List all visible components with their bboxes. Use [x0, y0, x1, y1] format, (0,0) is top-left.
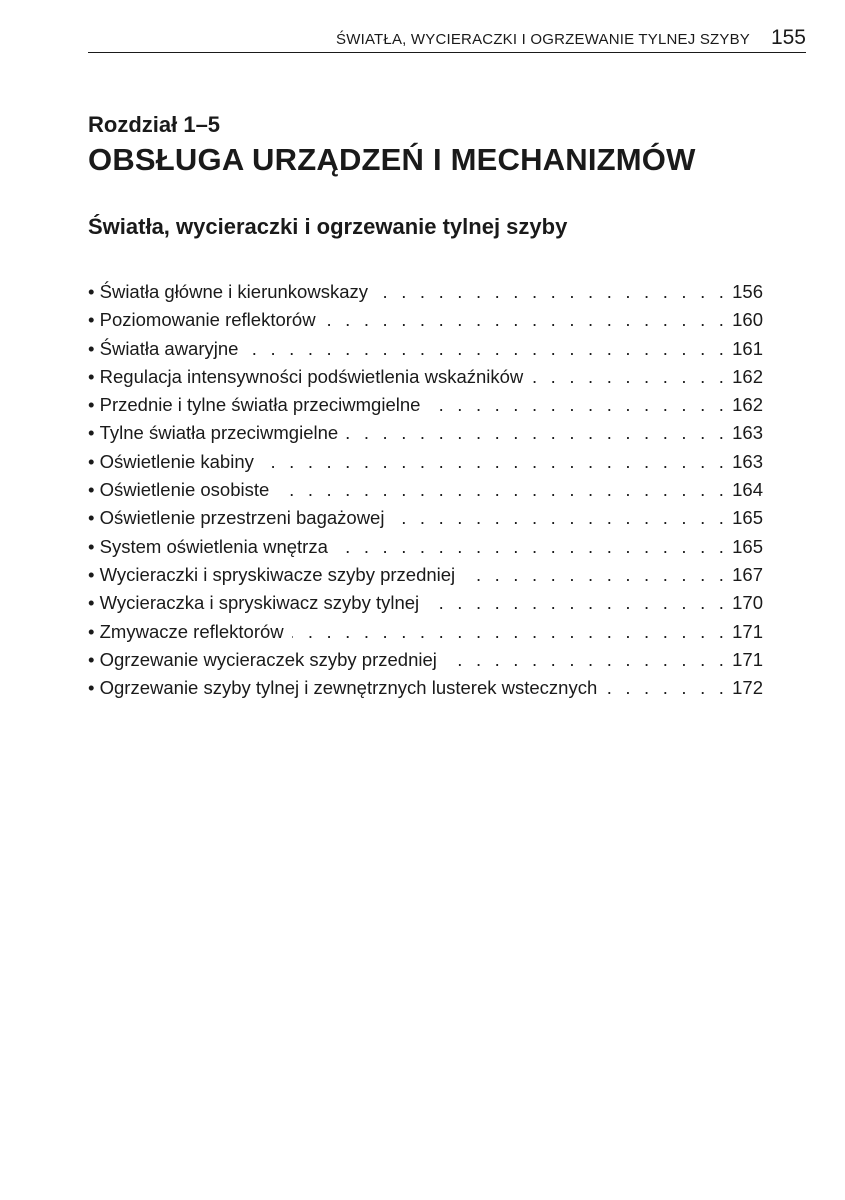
section-title: Światła, wycieraczki i ogrzewanie tylnej szyby — [88, 214, 568, 239]
toc-entry-title: • Wycieraczki i spryskiwacze szyby przedniej — [88, 564, 463, 586]
toc-entry-page: 162 — [732, 394, 763, 416]
toc-entry-title: • Oświetlenie przestrzeni bagażowej — [88, 507, 392, 529]
toc-entry-title: • Zmywacze reflektorów — [88, 621, 292, 643]
dot-leader — [445, 649, 728, 671]
dot-leader — [336, 536, 728, 558]
dot-leader — [292, 621, 728, 643]
dot-leader — [246, 338, 728, 360]
toc-entry-page: 160 — [732, 309, 763, 331]
page-number: 155 — [770, 26, 806, 49]
toc-entry — [88, 621, 763, 649]
toc-entry-page: 165 — [732, 507, 763, 529]
toc-entry — [88, 507, 763, 535]
toc-entry-page: 161 — [732, 337, 763, 359]
toc-entry-page: 171 — [732, 648, 763, 670]
toc-entry — [88, 451, 763, 479]
toc-entry-title: • Regulacja intensywności podświetlenia wskaźników — [88, 366, 531, 388]
running-header — [88, 26, 806, 53]
toc-entry — [88, 536, 763, 564]
toc-entry — [88, 564, 763, 592]
toc-entry-title: • Ogrzewanie szyby tylnej i zewnętrznych lusterek wstecznych — [88, 677, 605, 699]
dot-leader — [324, 309, 729, 331]
dot-leader — [262, 451, 728, 473]
toc-entry-title: • Światła główne i kierunkowskazy — [88, 281, 376, 303]
toc-entry-page: 156 — [732, 281, 763, 302]
toc-entry-title: • Oświetlenie osobiste — [88, 479, 277, 501]
toc-entry — [88, 394, 763, 422]
toc-entry — [88, 592, 763, 620]
toc-entry — [88, 338, 763, 366]
table-of-contents — [88, 281, 763, 705]
toc-entry — [88, 281, 763, 309]
dot-leader — [463, 564, 728, 586]
toc-entry-page: 162 — [732, 365, 763, 387]
toc-entry-title: • Poziomowanie reflektorów — [88, 309, 324, 331]
toc-entry-page: 165 — [732, 535, 763, 557]
dot-leader — [531, 366, 728, 388]
chapter-title: OBSŁUGA URZĄDZEŃ I MECHANIZMÓW — [88, 142, 696, 177]
toc-entry — [88, 649, 763, 677]
chapter-label: Rozdział 1–5 — [88, 112, 221, 137]
toc-entry-title: • Światła awaryjne — [88, 338, 246, 360]
toc-entry-page: 171 — [732, 620, 763, 642]
running-title: ŚWIATŁA, WYCIERACZKI I OGRZEWANIE TYLNEJ SZYBY — [336, 31, 750, 48]
dot-leader — [428, 394, 728, 416]
toc-entry-title: • System oświetlenia wnętrza — [88, 536, 336, 558]
toc-entry-page: 172 — [732, 677, 763, 699]
dot-leader — [605, 677, 728, 699]
toc-entry-title: • Ogrzewanie wycieraczek szyby przedniej — [88, 649, 445, 671]
dot-leader — [427, 592, 728, 614]
toc-entry-page: 163 — [732, 450, 763, 472]
dot-leader — [277, 479, 728, 501]
toc-entry-title: • Oświetlenie kabiny — [88, 451, 262, 473]
toc-entry-page: 167 — [732, 563, 763, 585]
toc-entry — [88, 422, 763, 450]
dot-leader — [346, 422, 728, 444]
toc-entry-title: • Wycieraczka i spryskiwacz szyby tylnej — [88, 592, 427, 614]
toc-entry — [88, 479, 763, 507]
toc-entry — [88, 309, 763, 337]
toc-entry — [88, 677, 763, 705]
dot-leader — [376, 281, 728, 303]
toc-entry-page: 170 — [732, 592, 763, 614]
dot-leader — [392, 507, 728, 529]
toc-entry — [88, 366, 763, 394]
toc-entry-page: 164 — [732, 479, 763, 501]
toc-entry-title: • Tylne światła przeciwmgielne — [88, 422, 346, 444]
toc-entry-title: • Przednie i tylne światła przeciwmgielne — [88, 394, 428, 416]
toc-entry-page: 163 — [732, 422, 763, 444]
